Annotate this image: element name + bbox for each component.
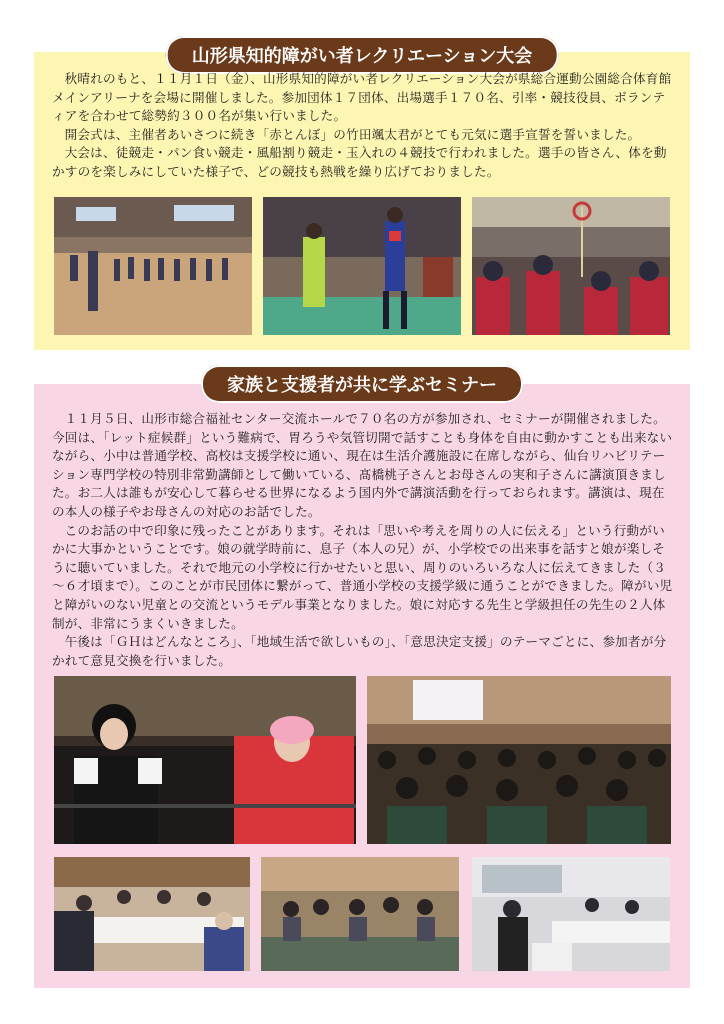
seminar-section-title: 家族と支援者が共に学ぶセミナー bbox=[201, 365, 523, 403]
seminar-audience-photo bbox=[367, 676, 671, 844]
group-discussion-photo-3 bbox=[472, 857, 670, 971]
group-discussion-photo-2 bbox=[261, 857, 459, 971]
recreation-paragraph-2: 開会式は、主催者あいさつに続き「赤とんぼ」の竹田颯太君がとても元気に選手宣誓を誓いました。 bbox=[64, 126, 641, 142]
seminar-paragraph-3: 午後は「ＧＨはどんなところ」、「地域生活で欲しいもの」、「意思決定支援」のテーマごとに、参加者が分かれて意見交換を行いました。 bbox=[52, 634, 667, 668]
seminar-section-text bbox=[52, 410, 676, 670]
group-discussion-photo-1 bbox=[54, 857, 250, 971]
recreation-paragraph-3: 大会は、徒競走・パン食い競走・風船割り競走・玉入れの４競技で行われました。選手の皆さん、体を動かすのを楽しみにしていた様子で、どの競技も熱戦を繰り広げておりました。 bbox=[52, 145, 667, 179]
gym-opening-ceremony-photo bbox=[54, 197, 252, 335]
ball-toss-game-photo bbox=[472, 197, 670, 335]
recreation-paragraph-1: 秋晴れのもと、１１月１日（金）、山形県知的障がい者レクリエーション大会が県総合運動公園総合体育館メインアリーナを会場に開催しました。参加団体１７団体、出場選手１７０名、引率・競技役員、ボランティアを合わせて総勢約３００名が集い行いました。 bbox=[52, 71, 672, 124]
recreation-section-title: 山形県知的障がい者レクリエーション大会 bbox=[166, 36, 559, 74]
recreation-section-text bbox=[52, 70, 672, 182]
seminar-paragraph-2: このお話の中で印象に残ったことがあります。それは「思いや考えを周りの人に伝える」という行動がいかに大事かということです。娘の就学時前に、息子（本人の兄）が、小学校での出来事を話すと娘が楽しそうに聴いていました。それで地元の小学校に行かせたいと思い、周りのいろいろな人に伝えてきました（３～６才頃まで）。このことが市民団体に繋がって、普通小学校の支援学級に通うことができました。障がい児と障がいのない児童との交流というモデル事業となりました。娘に対応する先生と学級担任の先生の２人体制が、非常にうまくいきました。 bbox=[52, 522, 673, 631]
seminar-paragraph-1: １１月５日、山形市総合福祉センター交流ホールで７０名の方が参加され、セミナーが開催されました。今回は、「レット症候群」という難病で、胃ろうや気管切開で話すことも身体を自由に動かすことも出来ないながら、小中は普通学校、高校は支援学校に通い、現在は生活介護施設に在席しながら、仙台リハビリテーション専門学校の特別非常勤講師として働いている、髙橋桃子さんとお母さんの実和子さんに講演頂きました。お二人は誰もが安心して暮らせる世界になるよう国内外で講演活動を行っておられます。講演は、現在の本人の様子やお母さんの対応のお話でした。 bbox=[52, 411, 673, 519]
speakers-on-stage-photo bbox=[54, 676, 356, 844]
running-race-photo bbox=[263, 197, 461, 335]
